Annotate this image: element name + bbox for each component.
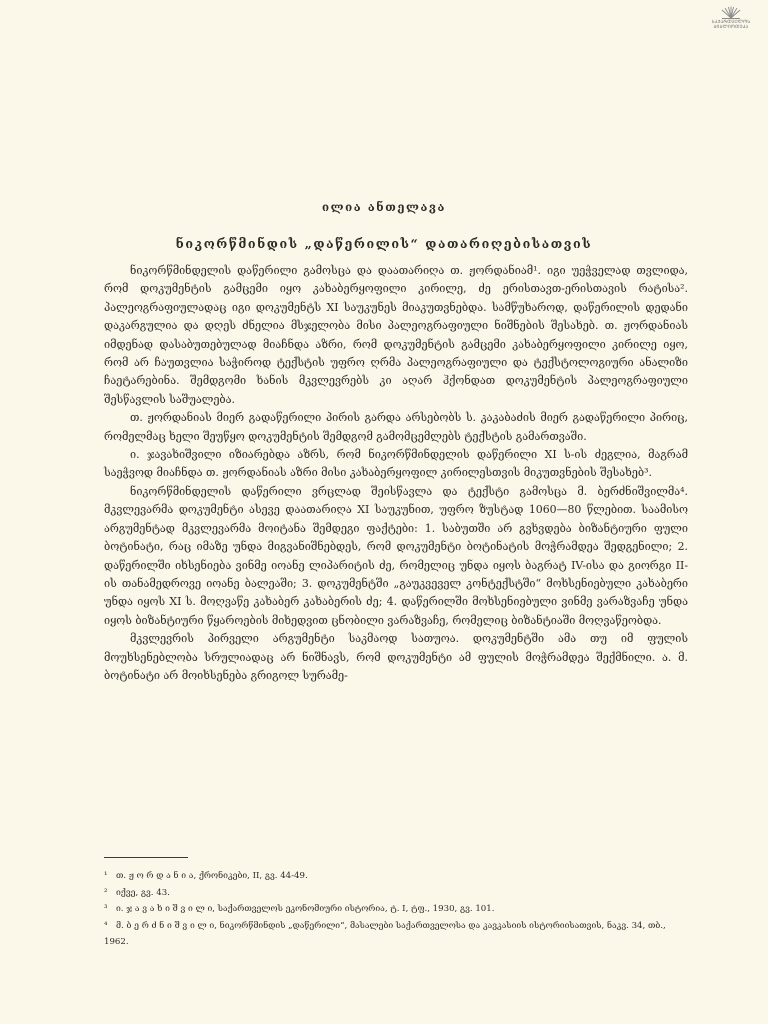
logo-line-2: ᲑᲘᲑᲚᲘᲝᲗᲔᲙᲐ bbox=[713, 25, 749, 30]
paragraph: ნიკორწმინდელის დაწერილი გამოსცა და დაათარიღა თ. ჟორდანიამ¹. იგი უეჭველად თვლიდა, რომ დოკუმენტის გამცემი იყო კახაბერყოფილი კირილე, ძე ერისთავთ-ერისთავის რატისა². პალეოგრაფიულადაც იგი დოკუმენტს XI საუკუნეს მიაკუთვნებდა. სამწუხაროდ, დაწერილის დედანი დაკარგულია და დღეს ძნელია მსჯელობა მისი პალეოგრაფიული ნიშნების შესახებ. თ. ჟორდანიას იმდენად დასაბუთებულად მიაჩნდა აზრი, რომ დოკუმენტის გამცემი კახაბერყოფილი კირილე იყო, რომ არ ჩაუთვლია საჭიროდ ტექსტის უფრო ღრმა პალეოგრაფიული და ტექსტოლოგიური ანალიზი ჩაეტარებინა. შემდგომი ხანის მკვლევრებს კი აღარ ჰქონდათ დოკუმენტის პალეოგრაფიული შესწავლის საშუალება. bbox=[104, 264, 688, 406]
footnotes bbox=[104, 868, 688, 951]
footnote-text: იქვე, გვ. 43. bbox=[116, 887, 170, 898]
paragraph: ნიკორწმინდელის დაწერილი ვრცლად შეისწავლა და ტექსტი გამოსცა მ. ბერძნიშვილმა⁴. მკვლევარმა დოკუმენტი ასევე დაათარიღა XI საუკუნით, უფრო ზუსტად 1060—80 წლებით. საამისო არგუმენტად მკვლევარმა მოიტანა შემდეგი ფაქტები: 1. საბუთში არ გვხვდება ბიზანტიური ფული ბოტინატი, რაც იმაზე უნდა მიგვანიშნებდეს, რომ დოკუმენტი ბოტინატის მოჭრამდეა შედგენილი; 2. დაწერილში იხსენიება ვინმე იოანე ლიპარიტის ძე, რომელიც უნდა იყოს ბაგრატ IV-ისა და გიორგი II-ის თანამედროვე იოანე ბალეაში; 3. დოკუმენტში „გაუკვეველ კონტექსტში“ მოხსენიებული კახაბერი უნდა იყოს XI ს. მოღვაწე კახაბერ კახაბერის ძე; 4. დაწერილში მოხსენიებული ვინმე ვარაზვაჩე უნდა იყოს ბიზანტიური წყაროების მიხედვით ცნობილი ვარაზვაჩე, რომელიც ბიზანტიაში მოღვაწეობდა. bbox=[104, 484, 688, 627]
paragraph: მკვლევრის პირველი არგუმენტი საკმაოდ სათუოა. დოკუმენტში ამა თუ იმ ფულის მოუხსენებლობა სრულიადაც არ ნიშნავს, რომ დოკუმენტი ამ ფულის მოჭრამდეა შექმნილი. ა. მ. ბოტინატი არ მოიხსენება გრიგოლ სურამე- bbox=[104, 632, 688, 682]
article-title: ნიკორწმინდის „დაწერილის“ დათარიღებისათვის bbox=[175, 236, 593, 251]
article-body bbox=[104, 262, 688, 685]
footnote-text: ი. ჯ ა ვ ა ხ ი შ ვ ი ლ ი, საქართველოს ეკონომიური ისტორია, ტ. I, ტფ., 1930, გვ. 101. bbox=[116, 904, 495, 915]
library-logo bbox=[708, 6, 754, 30]
author-name: ილია ანთელავა bbox=[322, 200, 446, 214]
footnote bbox=[104, 901, 688, 918]
logo-line-1: ᲡᲐᲥᲐᲠᲗᲕᲔᲚᲝᲡ bbox=[711, 20, 751, 25]
footnote-text: მ. ბ ე რ ძ ნ ი შ ვ ი ლ ი, ნიკორწმინდის „დაწერილი“, მასალები საქართველოსა და კავკასიის ისტორიისათვის, ნაკვ. 34, თბ., 1962. bbox=[104, 920, 666, 948]
footnote-number: ⁴ bbox=[104, 920, 108, 931]
footnote bbox=[104, 918, 688, 951]
paragraph: თ. ჟორდანიას მიერ გადაწერილი პირის გარდა არსებობს ს. კაკაბაძის მიერ გადაწერილი პირიც, რომელმაც ხელი შეუწყო დოკუმენტის შემდგომ გამომცემლებს ტექსტის გამართვაში. bbox=[104, 411, 688, 443]
footnote-number: ³ bbox=[104, 904, 108, 915]
footnote-text: თ. ჟ ო რ დ ა ნ ი ა, ქრონიკები, II, გვ. 44-49. bbox=[116, 871, 308, 881]
footnote-divider bbox=[104, 857, 188, 858]
book-fan-icon bbox=[720, 6, 742, 20]
footnote-number: ² bbox=[104, 887, 108, 898]
footnote bbox=[104, 885, 688, 902]
footnote-number: ¹ bbox=[104, 871, 108, 881]
footnote bbox=[104, 868, 688, 885]
paragraph: ი. ჯავახიშვილი იზიარებდა აზრს, რომ ნიკორწმინდელის დაწერილი XI ს-ის ძეგლია, მაგრამ საეჭვოდ მიაჩნდა თ. ჟორდანიას აზრი მისი კახაბერყოფილ კირილესთვის მიკუთვნების შესახებ³. bbox=[104, 448, 688, 480]
